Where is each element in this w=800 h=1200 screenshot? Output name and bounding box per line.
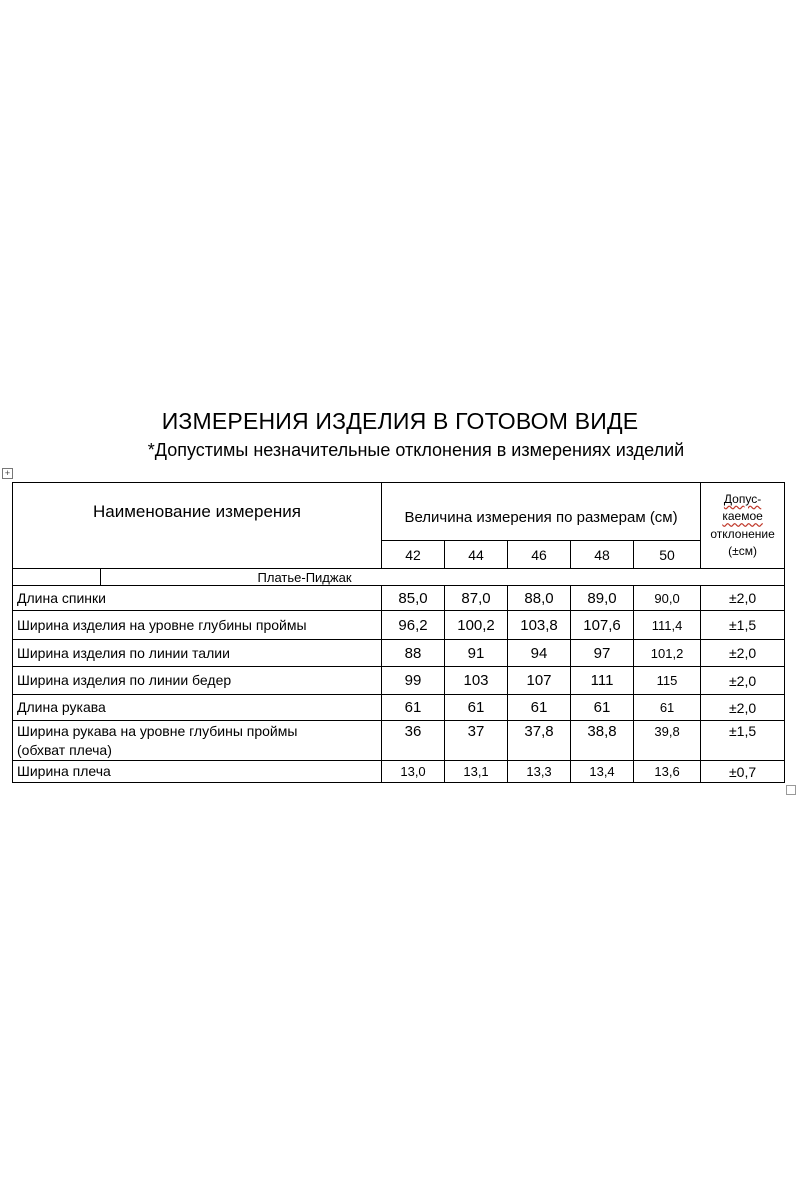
tolerance-cell: ±2,0	[701, 667, 785, 695]
value-cell: 111,4	[634, 611, 701, 640]
header-size-cell	[382, 483, 701, 541]
table-row	[13, 721, 785, 761]
value-cell: 100,2	[445, 611, 508, 640]
page-subtitle: *Допустимы незначительные отклонения в измерениях изделий	[147, 440, 685, 460]
model-row	[13, 569, 785, 586]
value-cell: 111	[571, 667, 634, 695]
model-spacer-cell	[13, 569, 101, 586]
table-resize-handle-icon[interactable]	[786, 785, 796, 795]
value-cell: 89,0	[571, 586, 634, 611]
tolerance-label-1: Допус-	[723, 491, 762, 506]
value-cell: 99	[382, 667, 445, 695]
value-cell: 94	[508, 640, 571, 667]
value-cell: 91	[445, 640, 508, 667]
tolerance-cell: ±2,0	[701, 586, 785, 611]
table-row	[13, 586, 785, 611]
value-cell: 13,4	[571, 761, 634, 783]
measurement-name: Ширина изделия по линии талии	[13, 640, 382, 667]
value-cell: 101,2	[634, 640, 701, 667]
tolerance-label-2: каемое	[722, 509, 763, 524]
header-size-label: Величина измерения по размерам (см)	[404, 509, 678, 526]
value-cell: 13,3	[508, 761, 571, 783]
value-cell: 37,8	[508, 721, 571, 761]
value-cell: 87,0	[445, 586, 508, 611]
table-row	[13, 667, 785, 695]
measurement-name-line1: Ширина рукава на уровне глубины проймы	[17, 722, 298, 739]
value-cell: 61	[508, 695, 571, 721]
value-cell: 61	[382, 695, 445, 721]
measurement-name: Длина спинки	[13, 586, 382, 611]
value-cell: 96,2	[382, 611, 445, 640]
size-cell: 46	[508, 541, 571, 569]
value-cell: 103	[445, 667, 508, 695]
value-cell: 107,6	[571, 611, 634, 640]
value-cell: 13,6	[634, 761, 701, 783]
value-cell: 61	[571, 695, 634, 721]
value-cell: 115	[634, 667, 701, 695]
value-cell: 107	[508, 667, 571, 695]
value-cell: 36	[382, 721, 445, 761]
value-cell: 103,8	[508, 611, 571, 640]
value-cell: 88	[382, 640, 445, 667]
value-cell: 97	[571, 640, 634, 667]
table-move-handle-icon[interactable]: +	[2, 468, 13, 479]
value-cell: 38,8	[571, 721, 634, 761]
measurement-name: Ширина изделия по линии бедер	[13, 667, 382, 695]
measurement-name: Длина рукава	[13, 695, 382, 721]
size-cell: 48	[571, 541, 634, 569]
value-cell: 61	[445, 695, 508, 721]
measurements-table	[12, 482, 785, 783]
tolerance-cell: ±0,7	[701, 761, 785, 783]
model-name-cell	[101, 569, 785, 586]
measurement-name: Ширина плеча	[13, 761, 382, 783]
header-name-cell	[13, 483, 382, 569]
header-name-label: Наименование измерения	[93, 501, 302, 521]
tolerance-cell: ±2,0	[701, 695, 785, 721]
value-cell: 13,0	[382, 761, 445, 783]
table-row	[13, 761, 785, 783]
tolerance-cell: ±2,0	[701, 640, 785, 667]
size-cell: 42	[382, 541, 445, 569]
measurement-name-line2: (обхват плеча)	[17, 741, 112, 758]
table-row	[13, 695, 785, 721]
tolerance-cell: ±1,5	[701, 721, 785, 761]
size-cell: 44	[445, 541, 508, 569]
header-tolerance-cell	[701, 483, 785, 569]
tolerance-label-4: (±см)	[728, 543, 757, 558]
model-name: Платье-Пиджак	[257, 569, 352, 585]
value-cell: 61	[634, 695, 701, 721]
tolerance-label-3: отклонение	[710, 526, 775, 541]
measurement-name: Ширина изделия на уровне глубины проймы	[13, 611, 382, 640]
value-cell: 90,0	[634, 586, 701, 611]
table-row	[13, 611, 785, 640]
value-cell: 13,1	[445, 761, 508, 783]
value-cell: 39,8	[634, 721, 701, 761]
value-cell: 88,0	[508, 586, 571, 611]
measurement-name	[13, 721, 382, 761]
tolerance-cell: ±1,5	[701, 611, 785, 640]
value-cell: 37	[445, 721, 508, 761]
value-cell: 85,0	[382, 586, 445, 611]
header-row	[13, 483, 785, 541]
table-row	[13, 640, 785, 667]
page-title: ИЗМЕРЕНИЯ ИЗДЕЛИЯ В ГОТОВОМ ВИДЕ	[161, 408, 639, 434]
size-cell: 50	[634, 541, 701, 569]
